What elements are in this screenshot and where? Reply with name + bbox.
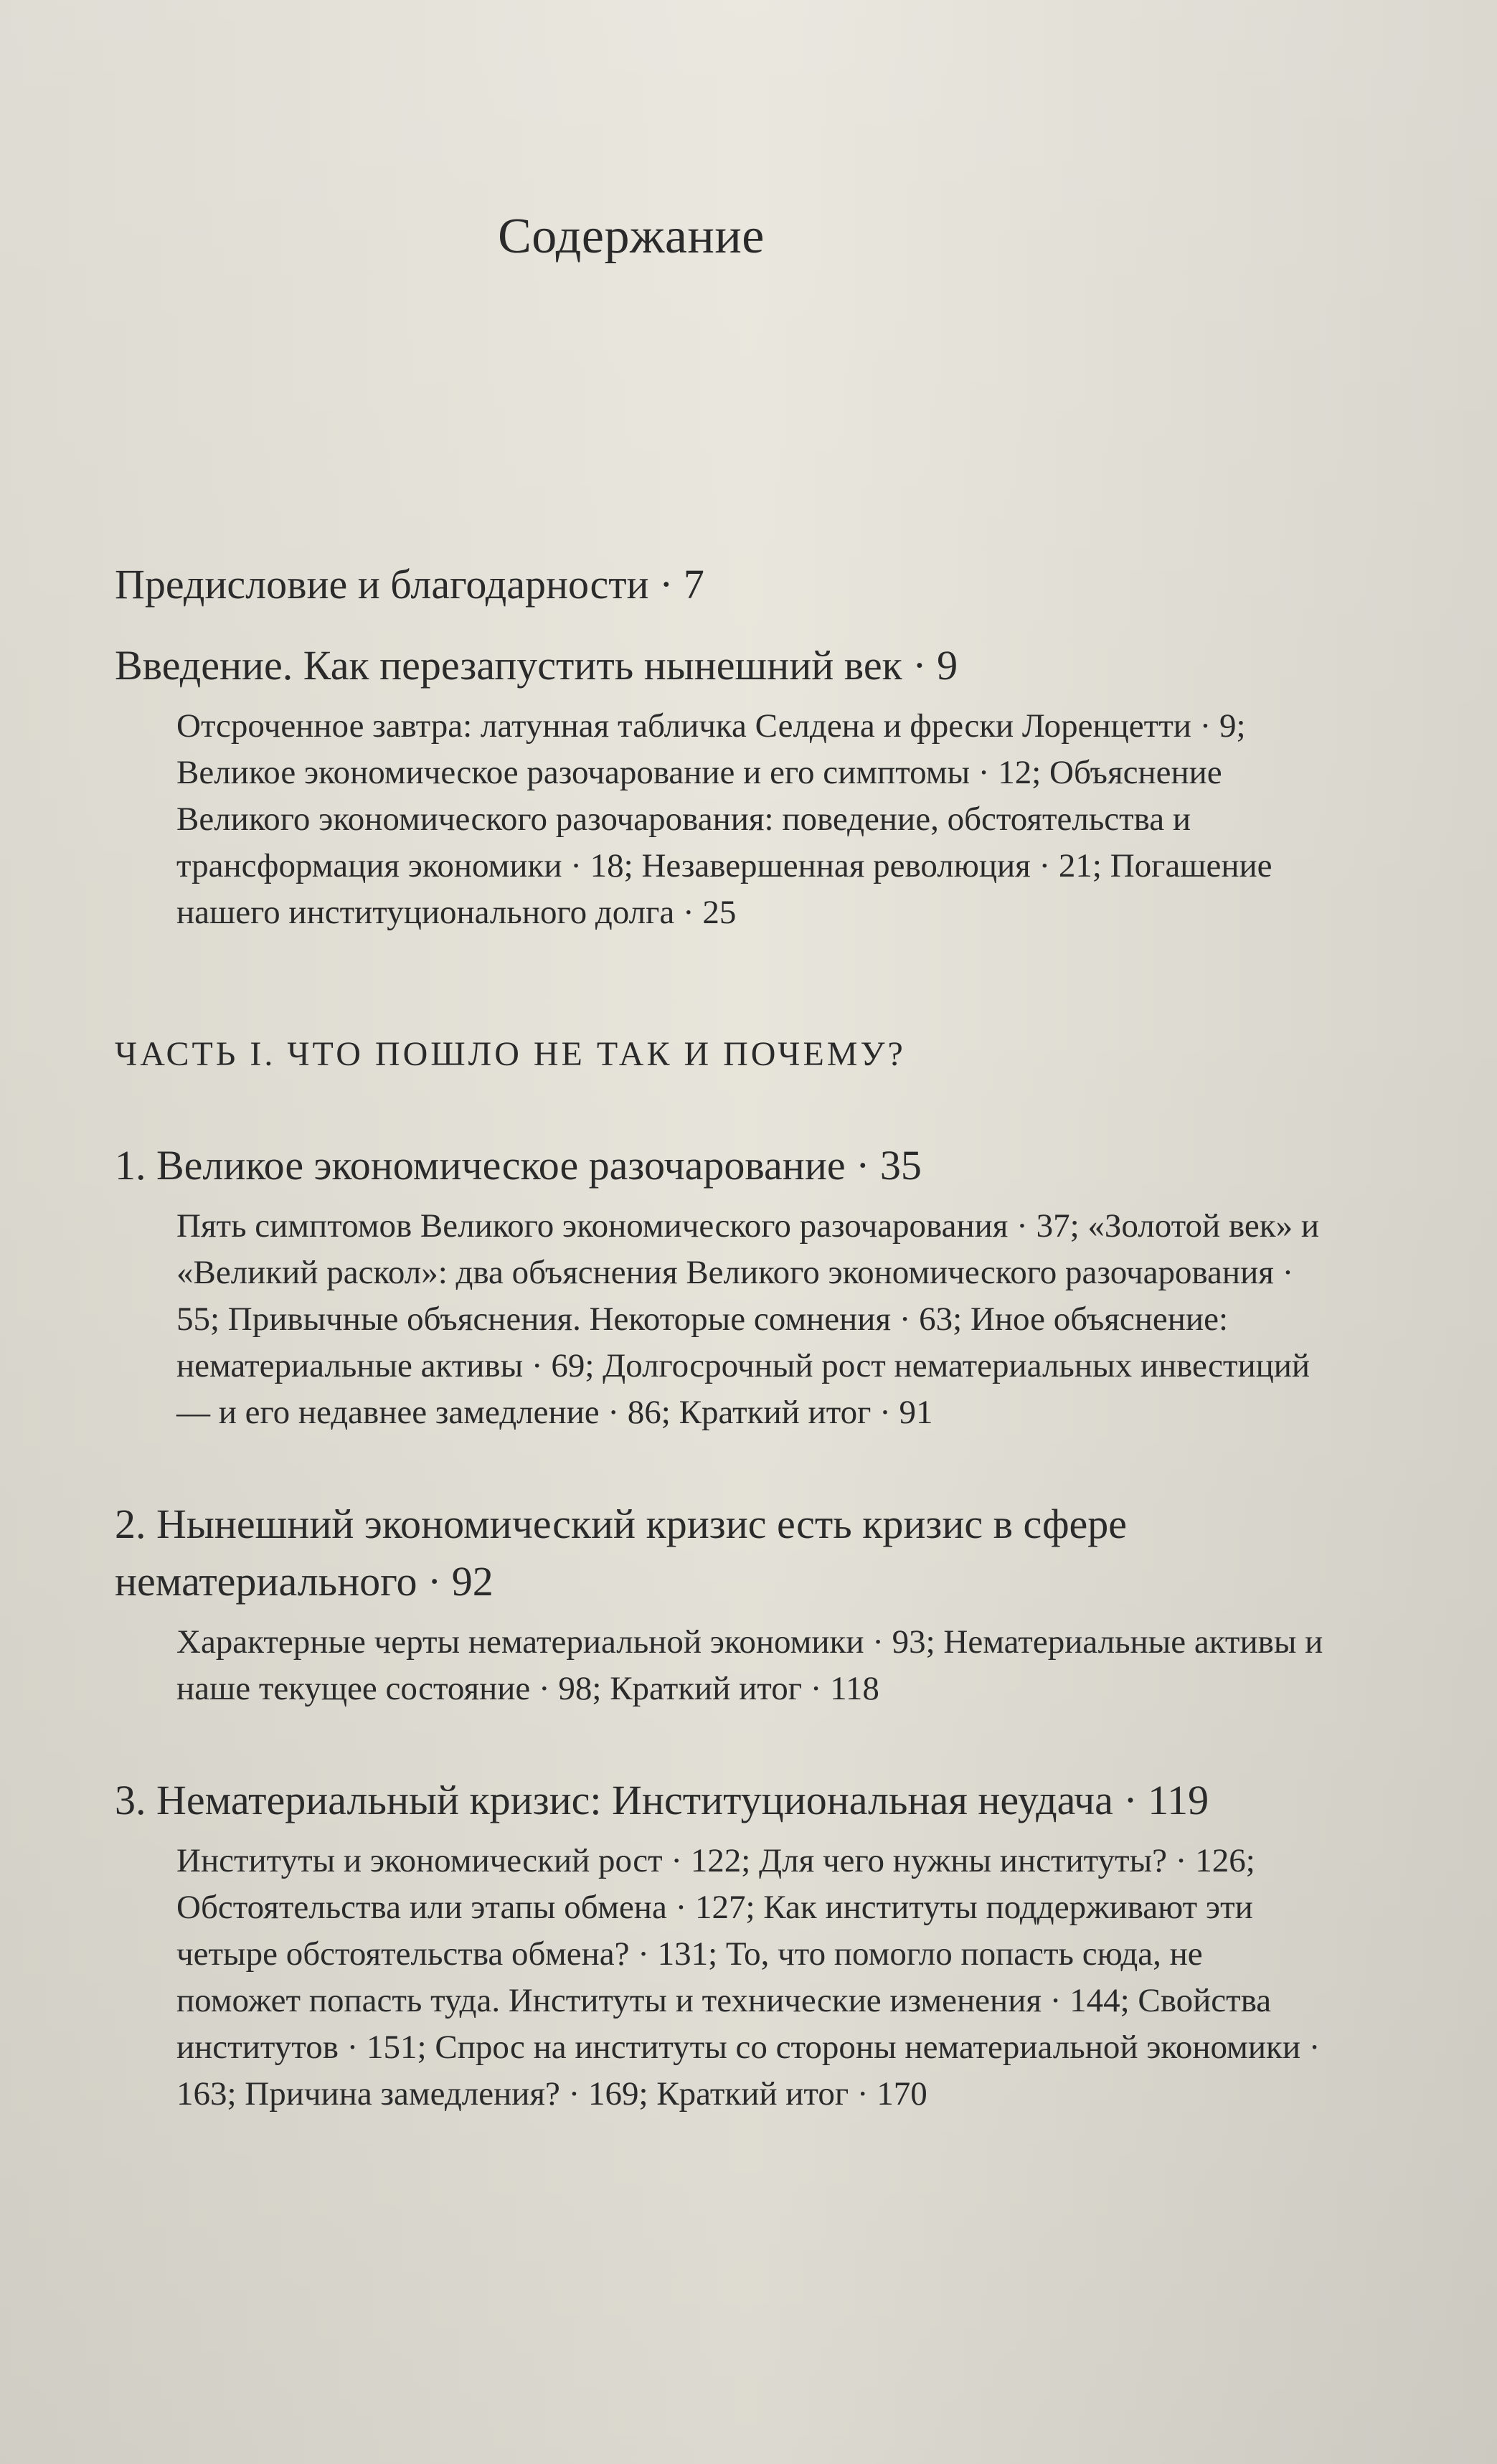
toc-entry-heading: Введение. Как перезапустить нынешний век · 9 (115, 642, 958, 689)
toc-entry-preface (115, 556, 1334, 613)
toc-entry-heading: 2. Нынешний экономический кризис есть кризис в сфере нематериального · 92 (115, 1501, 1128, 1605)
toc-entry-subsections: Пять симптомов Великого экономического разочарования · 37; «Золотой век» и «Великий раскол»: два объяснения Великого экономического разочарования · 55; Привычные объяснения. Некоторые сомнения · 63; Иное объяснение: нематериальные активы · 69; Долгосрочный рост нематериальных инвестиций — и его недавнее замедление · 86; Краткий итог · 91 (176, 1207, 1319, 1431)
toc-entry-heading: 1. Великое экономическое разочарование · 35 (115, 1142, 922, 1189)
part-heading: ЧАСТЬ I. ЧТО ПОШЛО НЕ ТАК И ПОЧЕМУ? (115, 1035, 906, 1073)
toc-entry-chapter-2 (115, 1496, 1334, 1712)
toc-entry-subsections: Характерные черты нематериальной экономики · 93; Нематериальные активы и наше текущее состояние · 98; Краткий итог · 118 (176, 1623, 1323, 1707)
toc-entry-chapter-1 (115, 1137, 1334, 1436)
toc-entry-subsections: Институты и экономический рост · 122; Для чего нужны институты? · 126; Обстоятельства или этапы обмена · 127; Как институты поддерживают эти четыре обстоятельства обмена? · 131; То, что помогло попасть сюда, не поможет попасть туда. Институты и технические изменения · 144; Свойства институтов · 151; Спрос на институты со стороны нематериальной экономики · 163; Причина замедления? · 169; Краткий итог · 170 (176, 1842, 1321, 2113)
toc-entry-chapter-3 (115, 1772, 1334, 2118)
toc-entry-introduction (115, 637, 1334, 936)
toc-entry-heading: 3. Нематериальный кризис: Институциональная неудача · 119 (115, 1777, 1209, 1823)
page-title: Содержание (498, 209, 765, 264)
toc-entry-subsections: Отсроченное завтра: латунная табличка Селдена и фрески Лоренцетти · 9; Великое экономическое разочарование и его симптомы · 12; Объяснение Великого экономического разочарования: поведение, обстоятельства и трансформация экономики · 18; Незавершенная революция · 21; Погашение нашего институционального долга · 25 (176, 707, 1272, 931)
toc-entry-heading: Предисловие и благодарности · 7 (115, 561, 704, 608)
